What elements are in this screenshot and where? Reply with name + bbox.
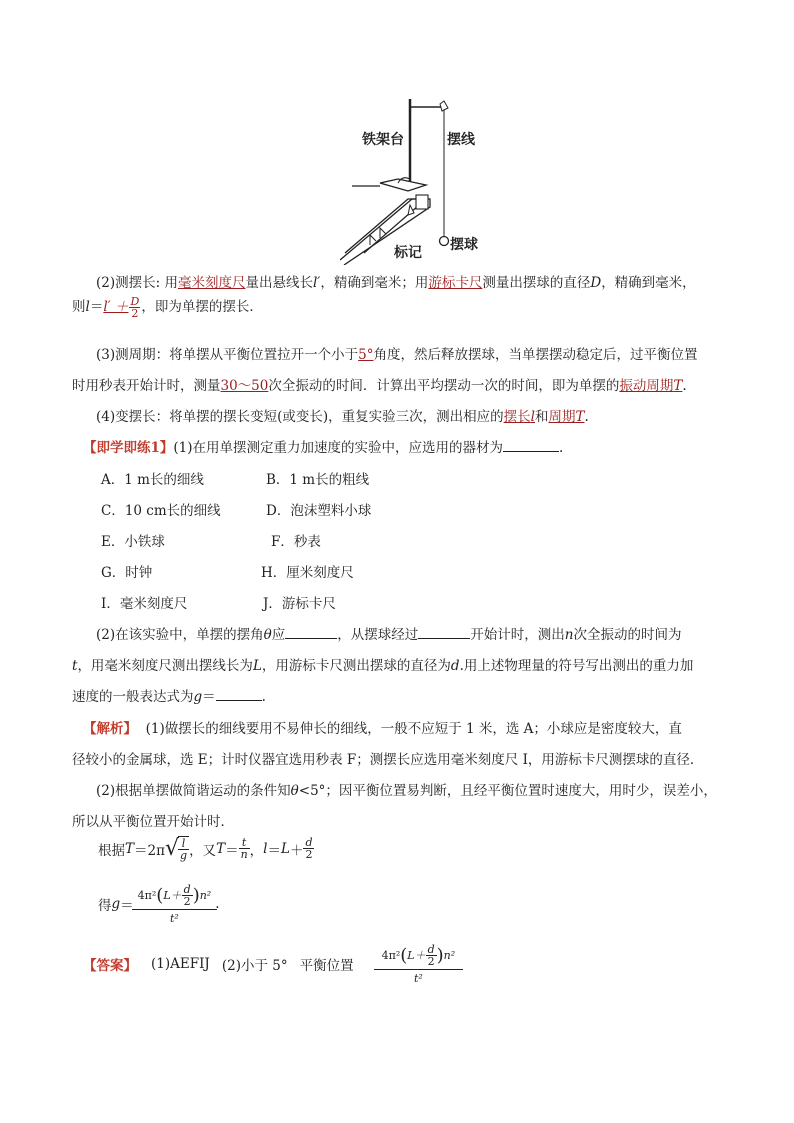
option-g: G．时钟 [101, 565, 153, 581]
var-l: l [263, 840, 268, 857]
text: ，即为单摆的摆长． [141, 299, 263, 315]
paren-open: ( [156, 884, 164, 906]
text: ＋ [289, 842, 304, 859]
text: ，精确到毫米；用 [320, 275, 429, 291]
numerator: D [130, 295, 140, 308]
option-e: E．小铁球 [101, 534, 165, 550]
practice-question-2-line3 [72, 685, 266, 705]
text: (3)测周期：将单摆从平衡位置拉开一个小于 [96, 347, 359, 363]
step3-line2 [72, 374, 687, 394]
text: 时用秒表开始计时，测量 [72, 378, 221, 394]
formula-g [98, 884, 220, 924]
var-d: d [450, 658, 460, 674]
text: 4π² [137, 889, 157, 902]
denominator: g [180, 849, 188, 862]
figure-label-string: 摆线 [447, 132, 475, 148]
formula-period [98, 836, 315, 861]
var-L: L [252, 658, 262, 674]
keyword-vernier: 游标卡尺 [428, 275, 483, 291]
text: . [584, 409, 589, 425]
figure-label-mark: 标记 [394, 245, 422, 261]
numerator: l [181, 837, 186, 850]
fraction [178, 836, 189, 861]
answer-line [83, 944, 461, 984]
denominator: 2 [427, 955, 435, 968]
option-c: C．10 cm长的细线 [101, 503, 221, 519]
text: ， [249, 842, 264, 859]
text: (2)根据单摆做简谐运动的条件知 [96, 783, 291, 799]
var-n: n [564, 627, 574, 643]
text: 次全振动的时间为 [573, 627, 682, 643]
text: ＝ [202, 689, 216, 705]
fraction-D-over-2 [129, 296, 142, 319]
numerator: d [183, 883, 191, 896]
analysis-line2: 径较小的金属球，选 E；计时仪器宜选用秒表 F；测摆长应选用毫米刻度尺 I，用游标卡尺测摆球的直径． [72, 752, 704, 768]
text: . [261, 689, 266, 705]
step2-line1 [96, 271, 696, 291]
keyword-mm-ruler: 毫米刻度尺 [177, 275, 246, 291]
analysis-line4: 所以从平衡位置开始计时． [72, 814, 234, 830]
figure-label-ball: 摆球 [450, 237, 478, 253]
answer-blank [216, 688, 262, 701]
sqrt-icon: √ [164, 835, 180, 861]
keyword-l-prime: l′ ＋ [103, 299, 129, 315]
text: ，用游标卡尺测出摆球的直径为 [261, 658, 451, 674]
var-theta: θ [263, 627, 272, 643]
var-t: t [72, 658, 78, 674]
text: (4)变摆长：将单摆的摆长变短(或变长)，重复实验三次，测出相应的 [96, 409, 504, 425]
text: 开始计时，测出 [470, 627, 565, 643]
fraction-d-over-2 [303, 837, 314, 860]
keyword-30-50: 30～50 [220, 378, 269, 394]
text: .用上述物理量的符号写出测出的重力加 [459, 658, 694, 674]
sqrt-l-over-g [165, 836, 189, 861]
denominator: n [240, 848, 248, 861]
paren-close: ) [192, 884, 200, 906]
text: . [215, 896, 220, 912]
text: 应 [271, 627, 286, 643]
paren-open: ( [400, 944, 408, 966]
text: (2)在该实验中，单摆的摆角 [96, 627, 264, 643]
var-T: T [673, 378, 683, 394]
step2-line2 [72, 295, 263, 319]
numerator [134, 884, 216, 909]
fraction [426, 944, 437, 967]
step3-line1 [96, 343, 697, 363]
analysis-tag: 【解析】 [83, 721, 137, 737]
numerator: t [241, 836, 247, 849]
denominator: 2 [183, 895, 191, 908]
text: <5°；因平衡位置易判断，且经平衡位置时速度大，用时少，误差小， [298, 783, 717, 799]
var-L: L [281, 840, 290, 857]
practice-question-1 [83, 436, 563, 456]
denominator: t² [132, 909, 218, 924]
answer-tag: 【答案】 [83, 958, 137, 974]
denominator: 2 [131, 307, 139, 320]
numerator [376, 944, 462, 969]
text: ，精确到毫米， [601, 275, 696, 291]
fraction [182, 884, 193, 907]
keyword-5deg: 5° [358, 347, 374, 363]
option-i: I．毫米刻度尺 [101, 596, 188, 612]
practice-tag: 【即学即练1】 [83, 440, 174, 456]
text: ＝ [89, 299, 104, 315]
option-a: A．1 m长的细线 [101, 472, 204, 488]
denominator: t² [374, 969, 464, 984]
keyword-length: 摆长 [503, 409, 531, 425]
text: 次全振动的时间．计算出平均摆动一次的时间，即为单摆的 [268, 378, 620, 394]
var-l: l [530, 409, 535, 425]
answer-fraction [376, 944, 462, 984]
option-j: J．游标卡尺 [263, 596, 336, 612]
text: L＋ [407, 949, 426, 962]
answer-blank [285, 626, 337, 639]
analysis-line3 [96, 779, 717, 799]
text: . [559, 440, 564, 456]
var-g: g [111, 896, 121, 912]
denominator: 2 [305, 848, 313, 861]
text: (1)做摆长的细线要用不易伸长的细线，一般不应短于 1 米，选 A；小球应是密度较大，直 [145, 721, 682, 737]
keyword-period: 振动周期 [619, 378, 674, 394]
text: ＝ [120, 898, 134, 914]
numerator: d [427, 943, 435, 956]
text: n² [199, 889, 212, 902]
text: 根据 [98, 842, 125, 859]
text: 4π² [381, 949, 401, 962]
var-g: g [193, 689, 203, 705]
text: 和 [534, 409, 549, 425]
var-T: T [575, 409, 585, 425]
var-T: T [216, 840, 226, 857]
text: ，用毫米刻度尺测出摆线长为 [77, 658, 253, 674]
var-l-prime: l′ [312, 275, 321, 291]
var-D: D [590, 275, 602, 291]
answer-part3: 平衡位置 [299, 958, 354, 974]
practice-question-2-line2 [72, 654, 693, 674]
text: 量出悬线长 [245, 275, 313, 291]
text: 得 [98, 898, 112, 914]
text: ，从摆球经过 [337, 627, 419, 643]
option-b: B．1 m长的粗线 [266, 472, 370, 488]
text: 角度，然后释放摆球，当单摆摆动稳定后，过平衡位置 [373, 347, 698, 363]
fraction-g-expression [134, 884, 216, 924]
fraction-t-over-n [239, 837, 250, 860]
text: 测量出摆球的直径 [482, 275, 591, 291]
option-f: F．秒表 [271, 534, 321, 550]
practice-question-2-line1 [96, 623, 681, 643]
text: ＝ [225, 842, 239, 859]
var-T: T [125, 840, 135, 857]
text: (1)在用单摆测定重力加速度的实验中，应选用的器材为 [173, 440, 504, 456]
figure-label-stand: 铁架台 [362, 132, 404, 148]
text: (2)测摆长: 用 [96, 275, 178, 291]
var-l: l [85, 299, 90, 315]
answer-part2: (2)小于 5° [221, 958, 288, 974]
text: n² [443, 949, 456, 962]
keyword-period: 周期 [548, 409, 576, 425]
text: ＝2π [134, 842, 165, 859]
answer-blank [503, 439, 559, 452]
answer-part1: (1)AEFIJ [151, 956, 210, 972]
numerator: d [305, 836, 313, 849]
text: 则 [72, 299, 86, 315]
answer-blank [418, 626, 470, 639]
option-h: H．厘米刻度尺 [261, 565, 354, 581]
text: ＝ [267, 842, 281, 859]
text: L＋ [163, 889, 182, 902]
text: ，又 [189, 842, 217, 859]
var-theta: θ [290, 783, 299, 799]
analysis-line1 [83, 717, 682, 737]
step4-line [96, 405, 589, 425]
text: 速度的一般表达式为 [72, 689, 194, 705]
option-d: D．泡沫塑料小球 [266, 503, 372, 519]
paren-close: ) [436, 944, 444, 966]
text: . [682, 378, 687, 394]
